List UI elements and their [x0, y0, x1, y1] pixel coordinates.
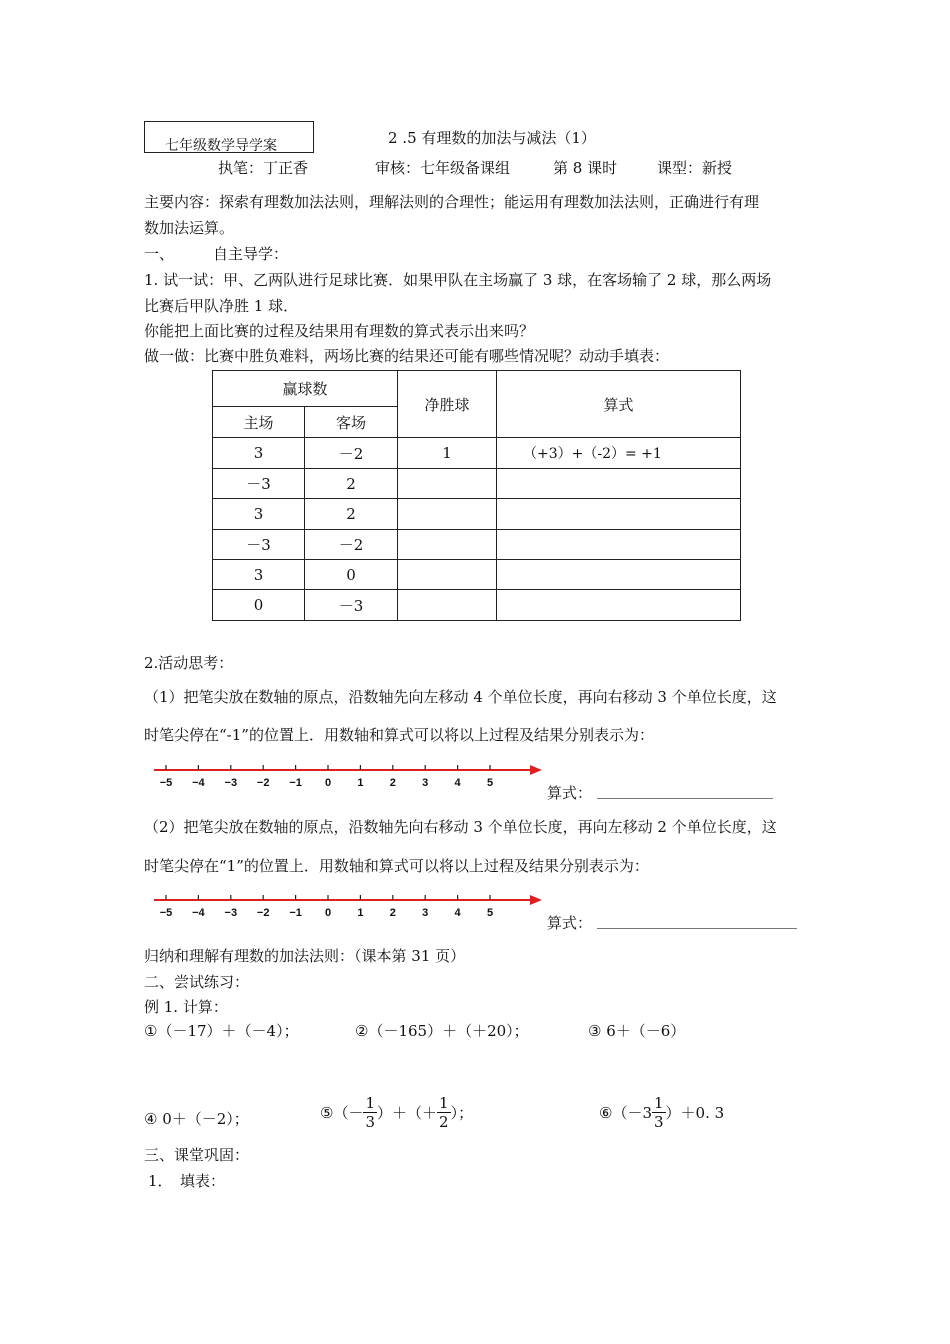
- exercise-3: ③ 6＋（－6）: [588, 1022, 686, 1040]
- activity-title: 2.活动思考：: [144, 654, 234, 672]
- rule-note: 归纳和理解有理数的加法法则：（课本第 31 页）: [144, 947, 466, 965]
- activity-1-line-1: （1）把笔尖放在数轴的原点，沿数轴先向左移动 4 个单位长度，再向右移动 3 个单位长度，这: [144, 688, 777, 706]
- axis-tick-label: −5: [159, 777, 173, 789]
- fill-table-prompt: 1． 填表：: [148, 1172, 226, 1190]
- question-1-line-3: 你能把上面比赛的过程及结果用有理数的算式表示出来吗？: [144, 322, 535, 340]
- formula-answer-blank-1[interactable]: [597, 782, 773, 799]
- course-badge: [144, 121, 314, 153]
- page-title: 2 .5 有理数的加法与减法（1）: [388, 129, 596, 147]
- axis-tick-label: −3: [224, 777, 238, 789]
- axis-tick-label: 0: [324, 907, 332, 919]
- fraction-numerator: 1: [365, 1094, 375, 1112]
- fraction-numerator: 1: [654, 1094, 664, 1112]
- table-row: [213, 499, 741, 530]
- fraction-numerator: 1: [439, 1094, 449, 1112]
- cell-away: 2: [305, 469, 398, 499]
- header-wins: 赢球数: [213, 371, 398, 407]
- exercise-1: ①（－17）＋（－4）；: [144, 1022, 299, 1040]
- section-3-title: 三、课堂巩固：: [144, 1146, 250, 1164]
- axis-tick-label: 2: [389, 907, 396, 919]
- header-home: 主场: [213, 407, 305, 438]
- axis-tick-label: 2: [389, 777, 396, 789]
- cell-home: －3: [213, 469, 305, 499]
- cell-away: －3: [305, 590, 398, 621]
- header-net: 净胜球: [398, 371, 497, 438]
- meta-type: 课型：新授: [657, 159, 733, 177]
- fraction-denominator: 3: [654, 1113, 664, 1131]
- exercise-4: ④ 0＋（－2）；: [144, 1110, 249, 1128]
- score-table: [212, 370, 741, 621]
- axis-tick-label: 5: [486, 777, 494, 789]
- cell-formula[interactable]: [497, 590, 741, 621]
- cell-net[interactable]: [398, 469, 497, 499]
- cell-home: 3: [213, 438, 305, 469]
- cell-net[interactable]: [398, 590, 497, 621]
- axis-tick-label: 1: [357, 907, 364, 919]
- cell-away: －2: [305, 438, 398, 469]
- cell-formula[interactable]: [497, 530, 741, 560]
- axis-tick-label: −2: [256, 777, 270, 789]
- cell-formula[interactable]: [497, 469, 741, 499]
- question-1-line-1: 1. 试一试：甲、乙两队进行足球比赛．如果甲队在主场赢了 3 球，在客场输了 2 球，那么两场: [144, 271, 772, 289]
- cell-away: 0: [305, 560, 398, 590]
- header-formula: 算式: [497, 371, 741, 438]
- example-title: 例 1. 计算：: [144, 998, 228, 1016]
- cell-home: 3: [213, 560, 305, 590]
- activity-1-line-2: 时笔尖停在“-1”的位置上．用数轴和算式可以将以上过程及结果分别表示为：: [144, 726, 654, 744]
- header-away: 客场: [305, 407, 398, 438]
- axis-arrow: [530, 765, 542, 775]
- cell-net[interactable]: [398, 560, 497, 590]
- axis-arrow: [530, 895, 542, 905]
- section-1-title: 自主导学：: [213, 245, 289, 263]
- fraction-denominator: 3: [365, 1113, 375, 1131]
- cell-net[interactable]: 1: [398, 438, 497, 469]
- axis-tick-label: −1: [289, 777, 302, 789]
- cell-formula[interactable]: [497, 560, 741, 590]
- axis-tick-label: −2: [256, 907, 270, 919]
- intro-line-1: 主要内容：探索有理数加法法则，理解法则的合理性；能运用有理数加法法则，正确进行有理: [144, 193, 760, 211]
- table-row: [213, 590, 741, 621]
- axis-tick-label: −3: [224, 907, 238, 919]
- axis-tick-label: 3: [422, 907, 429, 919]
- fraction-denominator: 2: [439, 1113, 449, 1131]
- axis-tick-label: 4: [454, 907, 461, 919]
- cell-net[interactable]: [398, 499, 497, 530]
- fraction-one-third: [363, 1094, 377, 1131]
- formula-answer-blank-2[interactable]: [597, 912, 797, 929]
- number-line-2: [150, 892, 545, 920]
- number-line-1: [150, 762, 545, 790]
- exercise-5-part-b: ）＋（＋: [377, 1104, 438, 1122]
- table-row: [213, 469, 741, 499]
- axis-tick-label: 0: [324, 777, 332, 789]
- cell-formula[interactable]: （+3）+（-2）= +1: [497, 438, 741, 469]
- axis-tick-label: −4: [192, 777, 205, 789]
- fraction-one-half: [437, 1094, 451, 1131]
- activity-2-line-2: 时笔尖停在“1”的位置上．用数轴和算式可以将以上过程及结果分别表示为：: [144, 857, 649, 875]
- cell-home: 0: [213, 590, 305, 621]
- meta-period: 第 8 课时: [553, 159, 618, 177]
- formula-label-1: 算式：: [547, 784, 593, 802]
- exercise-6: [599, 1094, 724, 1131]
- axis-tick-label: 5: [486, 907, 494, 919]
- axis-tick-label: 4: [454, 777, 461, 789]
- question-1-line-4: 做一做：比赛中胜负难料，两场比赛的结果还可能有哪些情况呢？动动手填表：: [144, 347, 670, 365]
- fraction-one-third-mixed: [652, 1094, 666, 1131]
- course-badge-text: 七年级数学导学案: [165, 138, 277, 153]
- meta-author: 执笔：丁正香: [218, 159, 309, 177]
- intro-line-2: 数加法运算。: [144, 219, 235, 237]
- cell-formula[interactable]: [497, 499, 741, 530]
- table-row: [213, 560, 741, 590]
- exercise-6-part-a: ⑥（－3: [599, 1104, 652, 1122]
- cell-away: －2: [305, 530, 398, 560]
- cell-net[interactable]: [398, 530, 497, 560]
- table-row: [213, 530, 741, 560]
- cell-home: 3: [213, 499, 305, 530]
- axis-tick-label: −5: [159, 907, 173, 919]
- table-row: [213, 438, 741, 469]
- formula-label-2: 算式：: [547, 914, 593, 932]
- section-1-number: 一、: [144, 245, 175, 263]
- meta-reviewer: 审核：七年级备课组: [375, 159, 511, 177]
- axis-tick-label: −1: [289, 907, 302, 919]
- exercise-5-part-a: ⑤（－: [320, 1104, 364, 1122]
- section-2-title: 二、尝试练习：: [144, 973, 250, 991]
- axis-tick-label: 1: [357, 777, 364, 789]
- exercise-5-part-c: ）；: [450, 1104, 474, 1122]
- activity-2-line-1: （2）把笔尖放在数轴的原点，沿数轴先向右移动 3 个单位长度，再向左移动 2 个单位长度，这: [144, 818, 777, 836]
- question-1-line-2: 比赛后甲队净胜 1 球．: [144, 297, 299, 315]
- exercise-6-part-b: ）＋0. 3: [665, 1104, 725, 1122]
- cell-home: －3: [213, 530, 305, 560]
- cell-away: 2: [305, 499, 398, 530]
- exercise-5: [320, 1094, 473, 1131]
- exercise-2: ②（－165）＋（＋20）；: [355, 1022, 529, 1040]
- axis-tick-label: −4: [192, 907, 205, 919]
- axis-tick-label: 3: [422, 777, 429, 789]
